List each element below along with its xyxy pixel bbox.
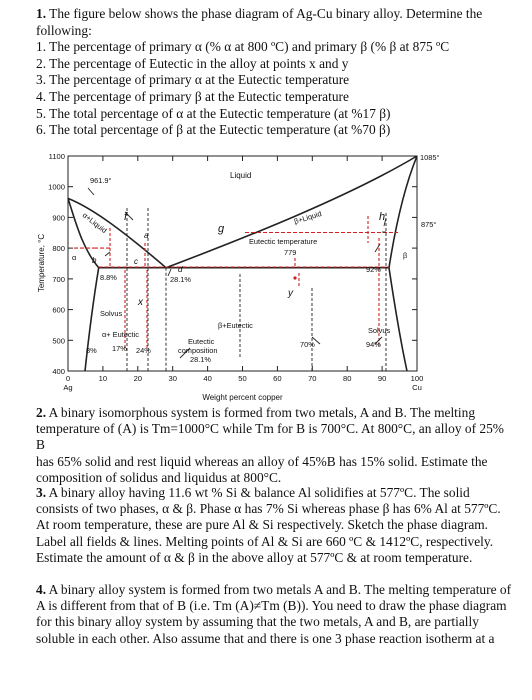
phase-diagram-svg <box>30 148 500 403</box>
q4-line1 <box>36 582 516 598</box>
q4-line: A is different from that of B (i.e. Tm (A)≠Tm (B)). You need to draw the phase diagram <box>36 598 507 614</box>
x-tick-label: 80 <box>342 374 352 383</box>
x-tick-label: 60 <box>273 374 282 383</box>
solvus-left-label: Solvus <box>100 309 123 318</box>
pct-8-8-label: 8.8% <box>100 273 117 282</box>
q1-item: 1. The percentage of primary α (% α at 800 ºC) and primary β (% β at 875 ºC <box>36 39 450 55</box>
eutectic-composition-line3: 28.1% <box>190 355 211 364</box>
melting-cu-label: 1085° <box>420 153 440 162</box>
y-axis-label: Temperature, °C <box>37 233 46 293</box>
y-tick-label: 1100 <box>48 152 65 161</box>
q4-line: soluble in each other. Also assume that and there is one 3 phase reaction isotherm at a <box>36 630 495 646</box>
eutectic-temp-value: 779 <box>284 248 297 257</box>
y-tick-label: 900 <box>52 213 65 223</box>
beta-eutectic-label: β+Eutectic <box>218 321 253 330</box>
q3-line1-text: A binary alloy having 11.6 wt % Si & balance Al solidifies at 577ºC. The solid <box>48 485 470 500</box>
pct-92-label: 92% <box>366 265 381 274</box>
y-tick-label: 500 <box>52 336 65 346</box>
melting-ag-label: 961.9° <box>90 176 112 185</box>
q3-line: At room temperature, these are pure Al & Si respectively. Sketch the phase diagram. <box>36 517 489 533</box>
point-y-label: y <box>288 288 293 299</box>
pct-24-label: 24% <box>136 346 151 355</box>
point-a-label: a <box>144 231 149 240</box>
q1-intro-line2: following: <box>36 22 92 38</box>
y-tick-label: 700 <box>52 274 65 284</box>
point-y-marker <box>293 276 296 279</box>
alpha-eutectic-label: α+ Eutectic <box>102 330 139 339</box>
liquid-region-label: Liquid <box>230 171 252 180</box>
pct-17-label: 17% <box>112 344 127 353</box>
solvus-right-label: Solvus <box>368 326 391 335</box>
solvus-left-curve <box>85 268 99 371</box>
y-tick-label: 800 <box>52 244 65 254</box>
eutectic-composition-line1: Eutectic <box>188 337 215 346</box>
point-x-label: x <box>138 297 143 308</box>
y-tick-label: 600 <box>52 305 65 315</box>
point-d-label: d <box>178 265 183 274</box>
q1-item: 6. The total percentage of β at the Eutectic temperature (at %70 β) <box>36 122 391 138</box>
alpha-liquid-label: α+Liquid <box>80 210 109 236</box>
x-tick-label: 100 <box>410 374 424 383</box>
q3-number: 3. <box>36 485 47 500</box>
q4-line: for this binary alloy system by assuming that the two metals, A and B, are partially <box>36 614 479 630</box>
q2-line: temperature of (A) is Tm=1000°C while Tm for B is 700°C. At 800°C, an alloy of 25% B <box>36 421 504 453</box>
x-tick-label: 50 <box>238 374 247 383</box>
x-right-element: Cu <box>412 383 422 392</box>
q2-line: has 65% solid and rest liquid whereas an alloy of 45%B has 15% solid. Estimate the <box>36 453 488 469</box>
pct-8-label: 8% <box>86 346 97 355</box>
q1-item: 4. The percentage of primary β at the Eutectic temperature <box>36 88 349 104</box>
q1-item: 2. The percentage of Eutectic in the alloy at points x and y <box>36 55 349 71</box>
beta-liquid-label: β+Liquid <box>292 209 323 226</box>
phase-diagram <box>30 148 500 403</box>
q4-line1-text: A binary alloy system is formed from two metals A and B. The melting temperature of <box>48 582 512 597</box>
alpha-region-label: α <box>72 253 77 262</box>
q1-intro-line1 <box>36 6 516 23</box>
point-b-label: b <box>92 256 97 265</box>
question-3 <box>36 485 516 566</box>
q3-line: Estimate the amount of α & β in the above alloy at 577ºC & at room temperature. <box>36 549 473 565</box>
q4-number: 4. <box>36 582 47 597</box>
pct-70-label: 70% <box>300 340 315 349</box>
point-f-label: f <box>124 211 128 223</box>
point-c-label: c <box>134 257 138 266</box>
x-axis-label: Weight percent copper <box>202 393 283 402</box>
q2-line: composition of solidus and liquidus at 800°C. <box>36 469 282 485</box>
q1-number: 1. <box>36 6 47 21</box>
pct-94-label: 94% <box>366 340 381 349</box>
q1-item: 3. The percentage of primary α at the Eutectic temperature <box>36 72 350 88</box>
arrow-b <box>105 252 110 256</box>
y-tick-label: 400 <box>52 367 65 376</box>
x-tick-label: 0 <box>65 374 71 383</box>
solvus-right-curve <box>389 268 407 371</box>
x-tick-label: 40 <box>203 374 212 383</box>
x-tick-label: 90 <box>377 374 387 383</box>
y-tick-label: 1000 <box>48 182 65 192</box>
point-h-label: h <box>379 211 386 223</box>
eutectic-composition-line2: composition <box>178 346 218 355</box>
q2-number: 2. <box>36 405 47 420</box>
question-4 <box>36 582 516 647</box>
q3-line: Label all fields & lines. Melting points of Al & Si are 660 ºC & 1412ºC, respectively. <box>36 533 494 549</box>
question-2 <box>36 405 516 486</box>
pct-28-1-label: 28.1% <box>170 275 191 284</box>
arrow-961 <box>88 188 94 195</box>
x-tick-label: 30 <box>168 374 177 383</box>
q1-item: 5. The total percentage of α at the Eutectic temperature (at %17 β) <box>36 105 391 121</box>
x-tick-label: 10 <box>98 374 108 383</box>
x-tick-label: 70 <box>308 374 317 383</box>
beta-region-label: β <box>403 251 408 260</box>
liquidus-left-curve <box>68 198 166 267</box>
q2-line1-text: A binary isomorphous system is formed from two metals, A and B. The melting <box>48 405 476 420</box>
x-left-element: Ag <box>63 383 73 392</box>
eutectic-temp-label: Eutectic temperature <box>249 237 318 246</box>
q2-line1 <box>36 405 516 421</box>
temp-875-label: 875° <box>421 220 437 229</box>
point-g-label: g <box>218 223 225 235</box>
q3-line1 <box>36 485 516 501</box>
q3-line: consists of two phases, α & β. Phase α has 7% Si whereas phase β has 6% Al at 577ºC. <box>36 501 501 517</box>
question-1 <box>36 6 516 139</box>
q1-intro-text: The figure below shows the phase diagram of Ag-Cu binary alloy. Determine the <box>49 6 483 21</box>
x-tick-label: 20 <box>133 374 143 383</box>
